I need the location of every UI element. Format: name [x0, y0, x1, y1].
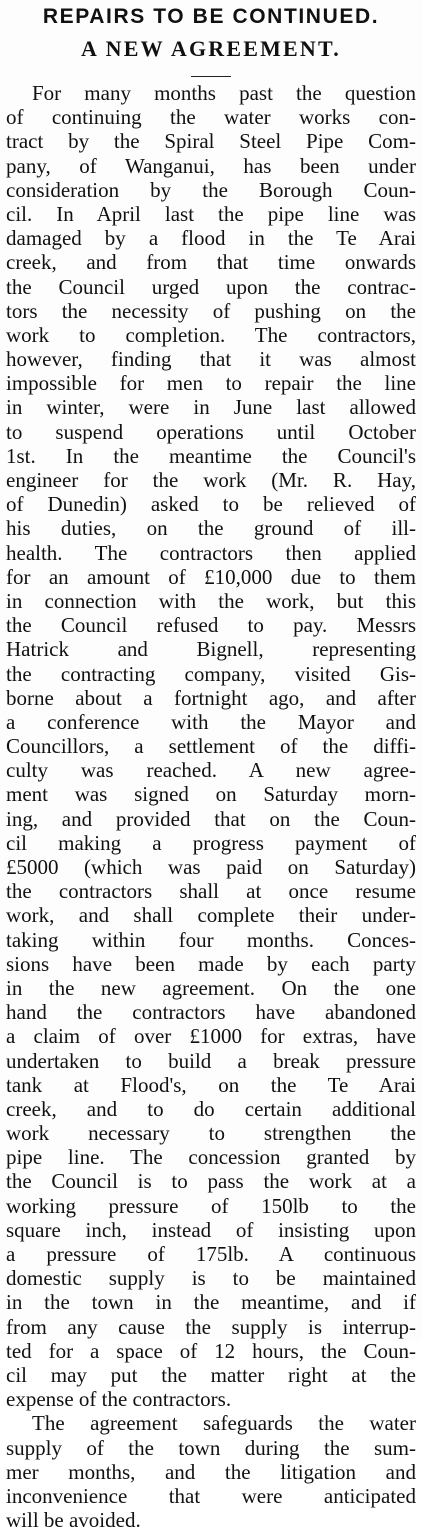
paragraph-line: from any cause the supply is interrup-: [6, 1314, 416, 1339]
paragraph-line: engineer for the work (Mr. R. Hay,: [6, 468, 416, 492]
paragraph-line: his duties, on the ground of ill-: [6, 516, 416, 541]
paragraph-line: in the new agreement. On the one: [6, 975, 416, 1000]
paragraph-line: pany, of Wanganui, has been under: [6, 153, 416, 178]
paragraph-line: work to completion. The contractors,: [6, 322, 416, 347]
paragraph-line: cil may put the matter right at the: [6, 1362, 416, 1387]
article-paragraph: [6, 1411, 416, 1532]
paragraph-line: borne about a fortnight ago, and after: [6, 685, 416, 710]
paragraph-line: Councillors, a settlement of the diffi-: [6, 734, 416, 759]
paragraph-line: of continuing the water works con-: [6, 105, 416, 130]
paragraph-line: taking within four months. Conces-: [6, 927, 416, 952]
paragraph-line: creek, and from that time onwards: [6, 250, 416, 275]
paragraph-line: will be avoided.: [6, 1508, 141, 1532]
paragraph-line: for an amount of £10,000 due to them: [6, 564, 416, 589]
paragraph-line: hand the contractors have abandoned: [6, 1000, 416, 1025]
paragraph-line: undertaken to build a break pressure: [6, 1048, 416, 1073]
paragraph-line: pipe line. The concession granted by: [6, 1145, 416, 1170]
paragraph-line: work, and shall complete their under-: [6, 903, 416, 928]
divider-rule: [191, 76, 231, 77]
paragraph-line: to suspend operations until October: [6, 419, 416, 444]
paragraph-line: however, finding that it was almost: [6, 347, 416, 372]
paragraph-line: domestic supply is to be maintained: [6, 1266, 416, 1291]
paragraph-line: working pressure of 150lb to the: [6, 1193, 416, 1218]
headline: REPAIRS TO BE CONTINUED.: [42, 5, 380, 28]
paragraph-line: in the town in the meantime, and if: [6, 1290, 416, 1315]
paragraph-line: sions have been made by each party: [6, 951, 416, 976]
paragraph-line: ing, and provided that on the Coun-: [6, 806, 416, 831]
paragraph-line: mer months, and the litigation and: [6, 1459, 416, 1484]
paragraph-line: a conference with the Mayor and: [6, 709, 416, 734]
paragraph-line: tract by the Spiral Steel Pipe Com-: [6, 129, 416, 154]
paragraph-line: cil. In April last the pipe line was: [6, 201, 416, 226]
paragraph-line: the Council refused to pay. Messrs: [6, 613, 416, 638]
paragraph-line: expense of the contractors.: [6, 1387, 232, 1412]
paragraph-line: Hatrick and Bignell, representing: [6, 637, 416, 662]
paragraph-line: supply of the town during the sum-: [6, 1435, 416, 1460]
paragraph-line: square inch, instead of insisting upon: [6, 1217, 416, 1242]
paragraph-line: cil making a progress payment of: [6, 830, 416, 855]
paragraph-line: tors the necessity of pushing on the: [6, 298, 416, 323]
paragraph-line: damaged by a flood in the Te Arai: [6, 226, 416, 251]
article-paragraph: [6, 81, 416, 1411]
paragraph-line: of Dunedin) asked to be relieved of: [6, 492, 416, 517]
paragraph-line: £5000 (which was paid on Saturday): [6, 855, 416, 879]
paragraph-line: in winter, were in June last allowed: [6, 395, 416, 420]
paragraph-line: For many months past the question: [32, 81, 416, 105]
paragraph-line: tank at Flood's, on the Te Arai: [6, 1072, 416, 1097]
paragraph-line: 1st. In the meantime the Council's: [6, 443, 416, 468]
paragraph-line: in connection with the work, but this: [6, 588, 416, 613]
paragraph-line: work necessary to strengthen the: [6, 1121, 416, 1146]
paragraph-line: the Council is to pass the work at a: [6, 1169, 416, 1194]
paragraph-line: consideration by the Borough Coun-: [6, 177, 416, 202]
paragraph-line: the contracting company, visited Gis-: [6, 661, 416, 686]
paragraph-line: culty was reached. A new agree-: [6, 758, 416, 783]
paragraph-line: a pressure of 175lb. A continuous: [6, 1242, 416, 1266]
paragraph-line: ted for a space of 12 hours, the Coun-: [6, 1338, 416, 1363]
paragraph-line: inconvenience that were anticipated: [6, 1483, 416, 1508]
subheadline: A NEW AGREEMENT.: [81, 36, 341, 61]
paragraph-line: health. The contractors then applied: [6, 540, 416, 565]
paragraph-line: a claim of over £1000 for extras, have: [6, 1024, 416, 1049]
paragraph-line: ment was signed on Saturday morn-: [6, 782, 416, 807]
paragraph-line: creek, and to do certain additional: [6, 1096, 416, 1121]
paragraph-line: the Council urged upon the contrac-: [6, 274, 416, 299]
paragraph-line: The agreement safeguards the water: [32, 1411, 416, 1436]
article-body: [6, 81, 416, 1532]
paragraph-line: impossible for men to repair the line: [6, 371, 416, 396]
paragraph-line: the contractors shall at once resume: [6, 879, 416, 904]
